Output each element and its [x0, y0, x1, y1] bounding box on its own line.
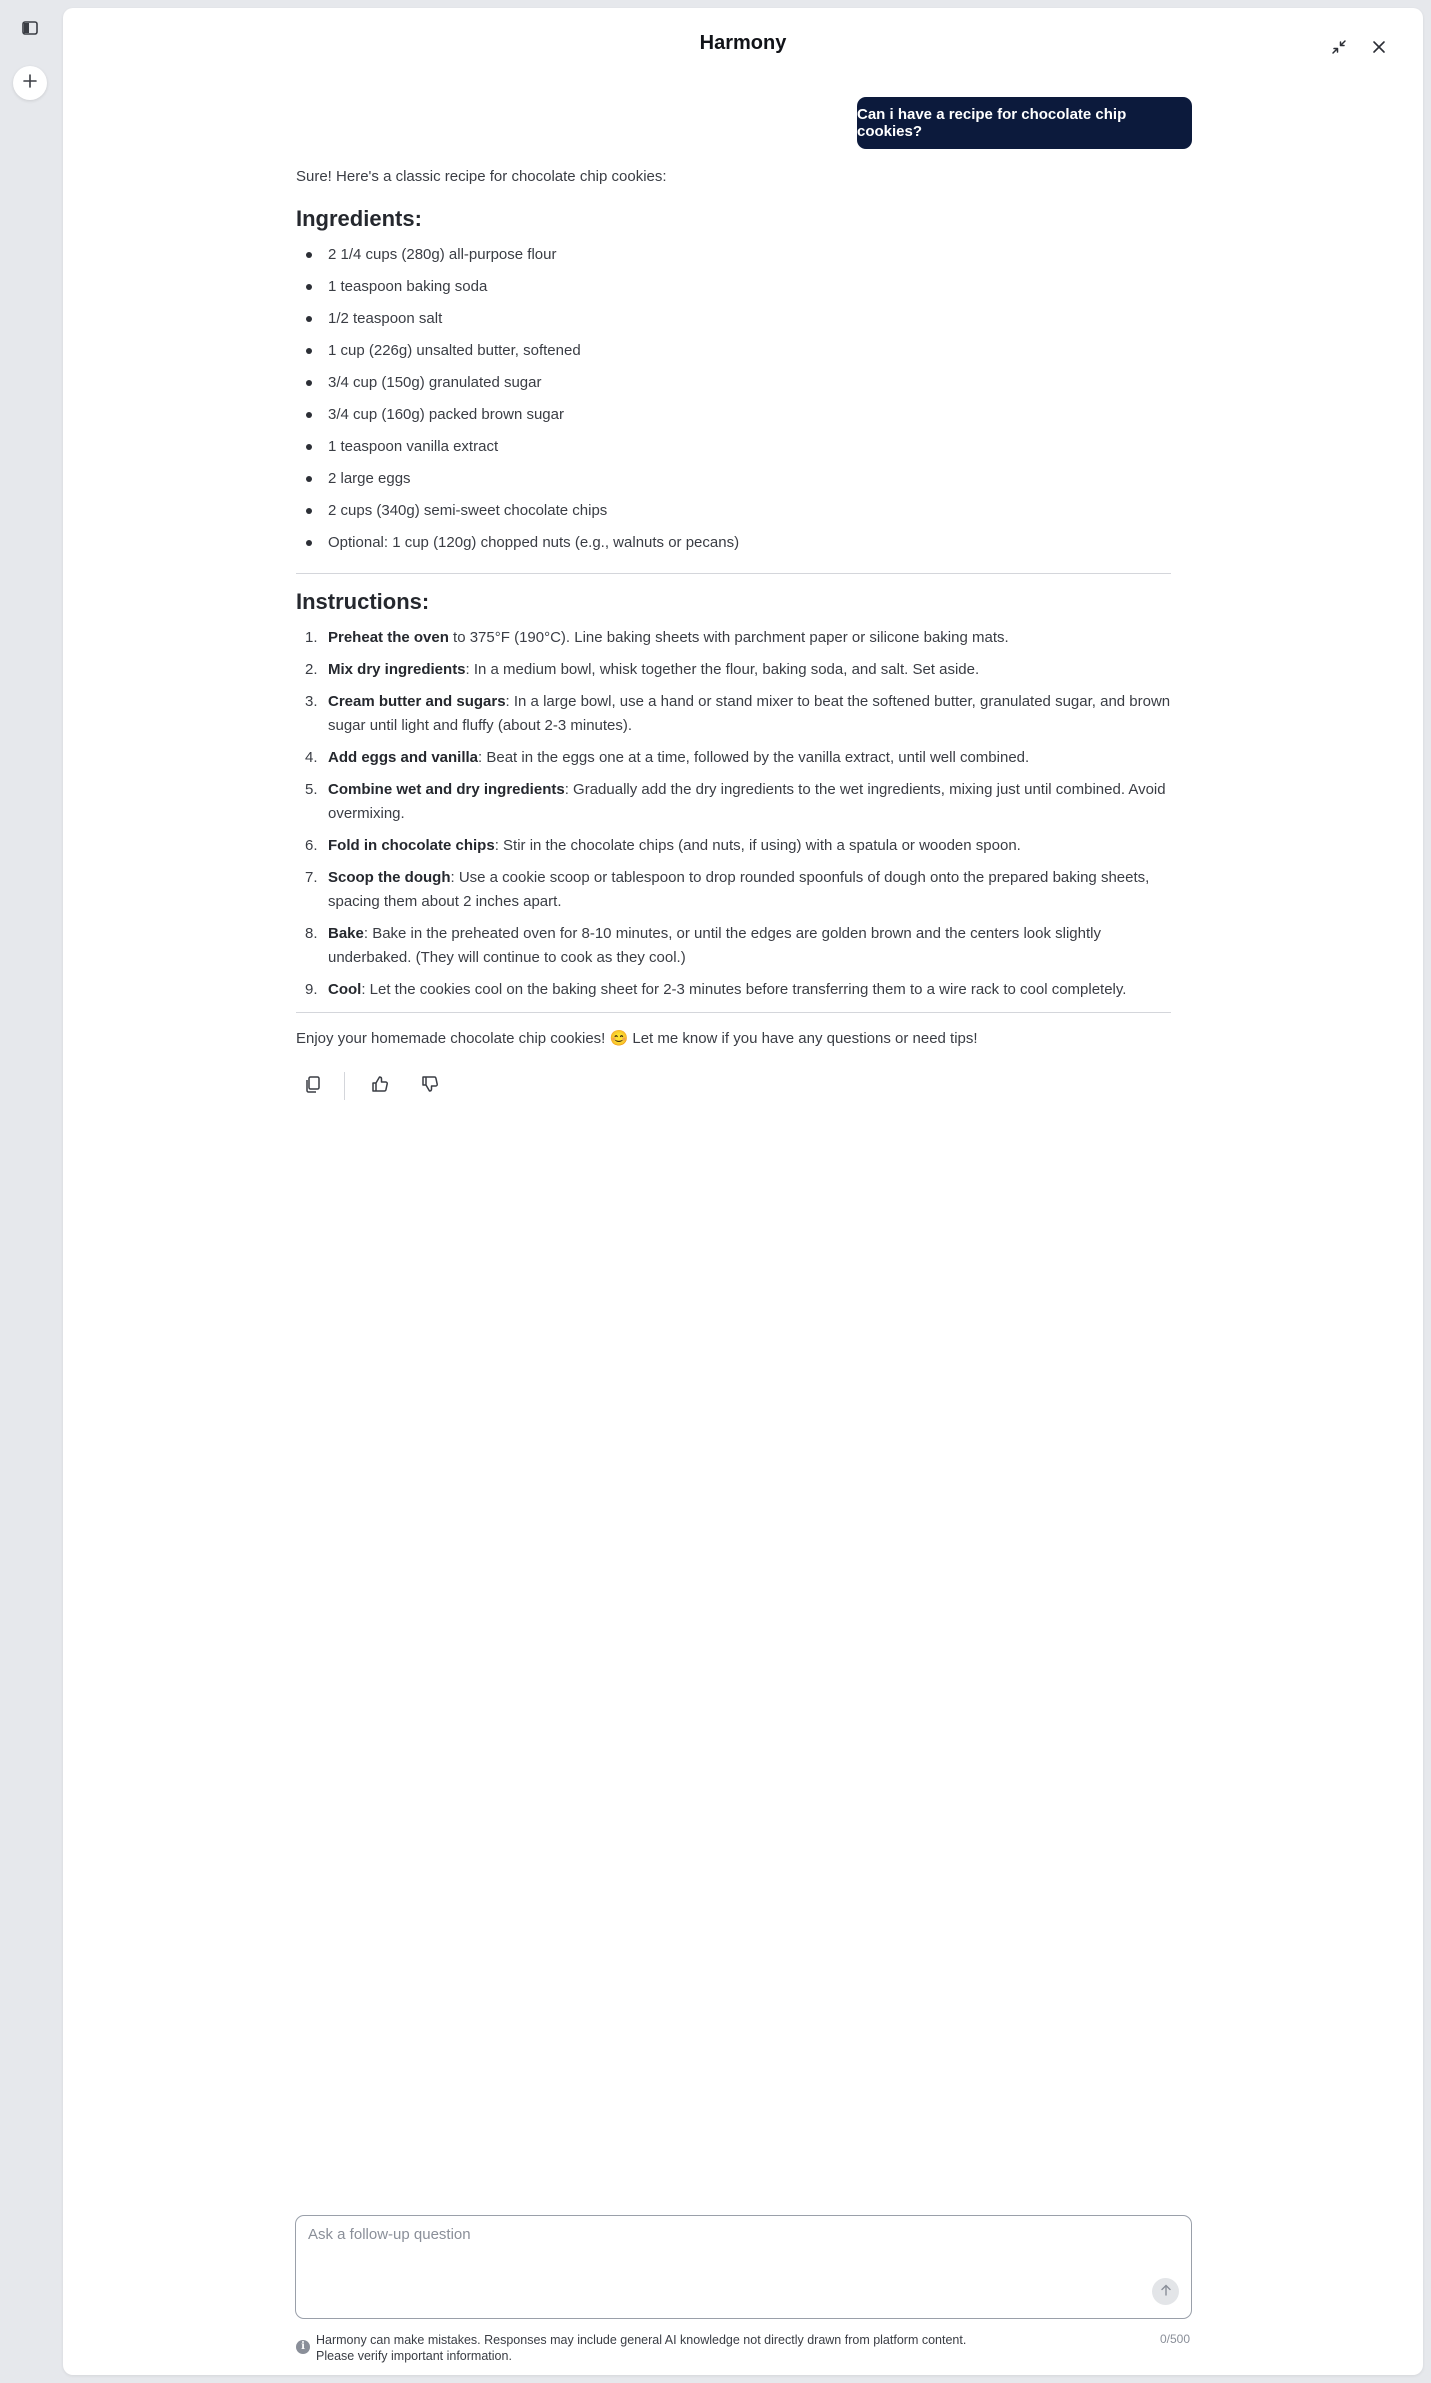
- step-text: : Bake in the preheated oven for 8-10 minutes, or until the edges are golden brown and the centers look slightly underbaked. (They will continue to cook as they cool.): [328, 925, 1101, 966]
- ingredient-item: 1 teaspoon baking soda: [328, 275, 1171, 307]
- step-title: Cream butter and sugars: [328, 693, 506, 710]
- actions-divider: [344, 1072, 345, 1100]
- section-divider: [296, 1012, 1171, 1013]
- dislike-button[interactable]: [413, 1069, 447, 1103]
- disclaimer-line: Please verify important information.: [316, 2349, 512, 2363]
- info-icon: i: [296, 2340, 310, 2354]
- like-button[interactable]: [363, 1069, 397, 1103]
- instructions-heading: Instructions:: [296, 589, 430, 614]
- step-number: 4.: [305, 749, 318, 766]
- instruction-step: [296, 866, 1171, 914]
- assistant-response: [296, 165, 1171, 1051]
- ingredient-item: 2 cups (340g) semi-sweet chocolate chips: [328, 499, 1171, 531]
- step-number: 8.: [305, 925, 318, 942]
- instruction-step: [296, 658, 1171, 682]
- step-title: Preheat the oven: [328, 629, 449, 646]
- ingredient-item: 1 cup (226g) unsalted butter, softened: [328, 339, 1171, 371]
- instruction-step: [296, 626, 1171, 650]
- character-counter: 0/500: [1160, 2332, 1191, 2346]
- left-rail: [0, 0, 63, 2383]
- step-number: 7.: [305, 869, 318, 886]
- ingredient-item: Optional: 1 cup (120g) chopped nuts (e.g., walnuts or pecans): [328, 531, 1171, 563]
- arrow-up-icon: [1160, 2283, 1172, 2301]
- panel-title: Harmony: [699, 32, 787, 54]
- plus-icon: [23, 74, 37, 93]
- section-divider: [296, 573, 1171, 574]
- response-intro: Sure! Here's a classic recipe for chocolate chip cookies:: [296, 168, 667, 185]
- instruction-step: [296, 746, 1171, 770]
- step-title: Cool: [328, 981, 362, 998]
- step-title: Combine wet and dry ingredients: [328, 781, 565, 798]
- step-text: : Use a cookie scoop or tablespoon to drop rounded spoonfuls of dough onto the prepared baking sheets, spacing them about 2 inches apart.: [328, 869, 1150, 910]
- step-number: 2.: [305, 661, 318, 678]
- step-number: 1.: [305, 629, 318, 646]
- step-title: Fold in chocolate chips: [328, 837, 495, 854]
- sidebar-toggle-icon: [22, 21, 38, 40]
- step-number: 9.: [305, 981, 318, 998]
- step-text: to 375°F (190°C). Line baking sheets with parchment paper or silicone baking mats.: [448, 629, 1009, 646]
- disclaimer-line: Harmony can make mistakes. Responses may include general AI knowledge not directly drawn from platform content.: [316, 2333, 967, 2347]
- step-text: : Beat in the eggs one at a time, followed by the vanilla extract, until well combined.: [478, 749, 1030, 766]
- step-text: : In a large bowl, use a hand or stand mixer to beat the softened butter, granulated sugar, and brown sugar until light and fluffy (about 2-3 minutes).: [328, 693, 1171, 734]
- user-message: Can i have a recipe for chocolate chip cookies?: [857, 97, 1192, 149]
- thumbs-down-icon: [421, 1075, 439, 1098]
- ingredient-item: 1/2 teaspoon salt: [328, 307, 1171, 339]
- copy-icon: [304, 1075, 322, 1098]
- disclaimer-text: [316, 2332, 966, 2364]
- instruction-step: [296, 834, 1171, 858]
- step-text: : Stir in the chocolate chips (and nuts, if using) with a spatula or wooden spoon.: [494, 837, 1021, 854]
- sidebar-toggle-button[interactable]: [13, 14, 46, 47]
- response-actions: [296, 1068, 447, 1104]
- response-closing: Enjoy your homemade chocolate chip cookies! 😊 Let me know if you have any questions or need tips!: [296, 1030, 978, 1047]
- step-title: Mix dry ingredients: [328, 661, 466, 678]
- thumbs-up-icon: [371, 1075, 389, 1098]
- ingredient-item: 2 large eggs: [328, 467, 1171, 499]
- step-number: 3.: [305, 693, 318, 710]
- step-title: Bake: [328, 925, 364, 942]
- ingredient-item: 1 teaspoon vanilla extract: [328, 435, 1171, 467]
- follow-up-input[interactable]: [295, 2215, 1192, 2319]
- ingredient-item: 3/4 cup (160g) packed brown sugar: [328, 403, 1171, 435]
- instruction-step: [296, 978, 1171, 1002]
- collapse-button[interactable]: [1324, 34, 1354, 64]
- send-button[interactable]: [1152, 2278, 1179, 2305]
- collapse-icon: [1331, 39, 1347, 60]
- new-chat-button[interactable]: [13, 66, 47, 100]
- step-text: : Let the cookies cool on the baking sheet for 2-3 minutes before transferring them to a wire rack to cool completely.: [361, 981, 1127, 998]
- ingredient-item: 2 1/4 cups (280g) all-purpose flour: [328, 243, 1171, 275]
- instructions-list: [296, 626, 1171, 1002]
- step-text: : In a medium bowl, whisk together the flour, baking soda, and salt. Set aside.: [465, 661, 980, 678]
- step-number: 5.: [305, 781, 318, 798]
- instruction-step: [296, 778, 1171, 826]
- step-title: Scoop the dough: [328, 869, 451, 886]
- ingredients-heading: Ingredients:: [296, 206, 422, 231]
- instruction-step: [296, 690, 1171, 738]
- disclaimer: [296, 2332, 966, 2364]
- ingredients-list: [296, 243, 1171, 563]
- chat-panel: [63, 8, 1423, 2375]
- close-button[interactable]: [1364, 34, 1394, 64]
- step-text: : Gradually add the dry ingredients to the wet ingredients, mixing just until combined. Avoid overmixing.: [328, 781, 1166, 822]
- step-number: 6.: [305, 837, 318, 854]
- ingredient-item: 3/4 cup (150g) granulated sugar: [328, 371, 1171, 403]
- input-placeholder: Ask a follow-up question: [308, 2226, 471, 2243]
- close-icon: [1371, 39, 1387, 60]
- step-title: Add eggs and vanilla: [328, 749, 479, 766]
- copy-button[interactable]: [296, 1069, 330, 1103]
- instruction-step: [296, 922, 1171, 970]
